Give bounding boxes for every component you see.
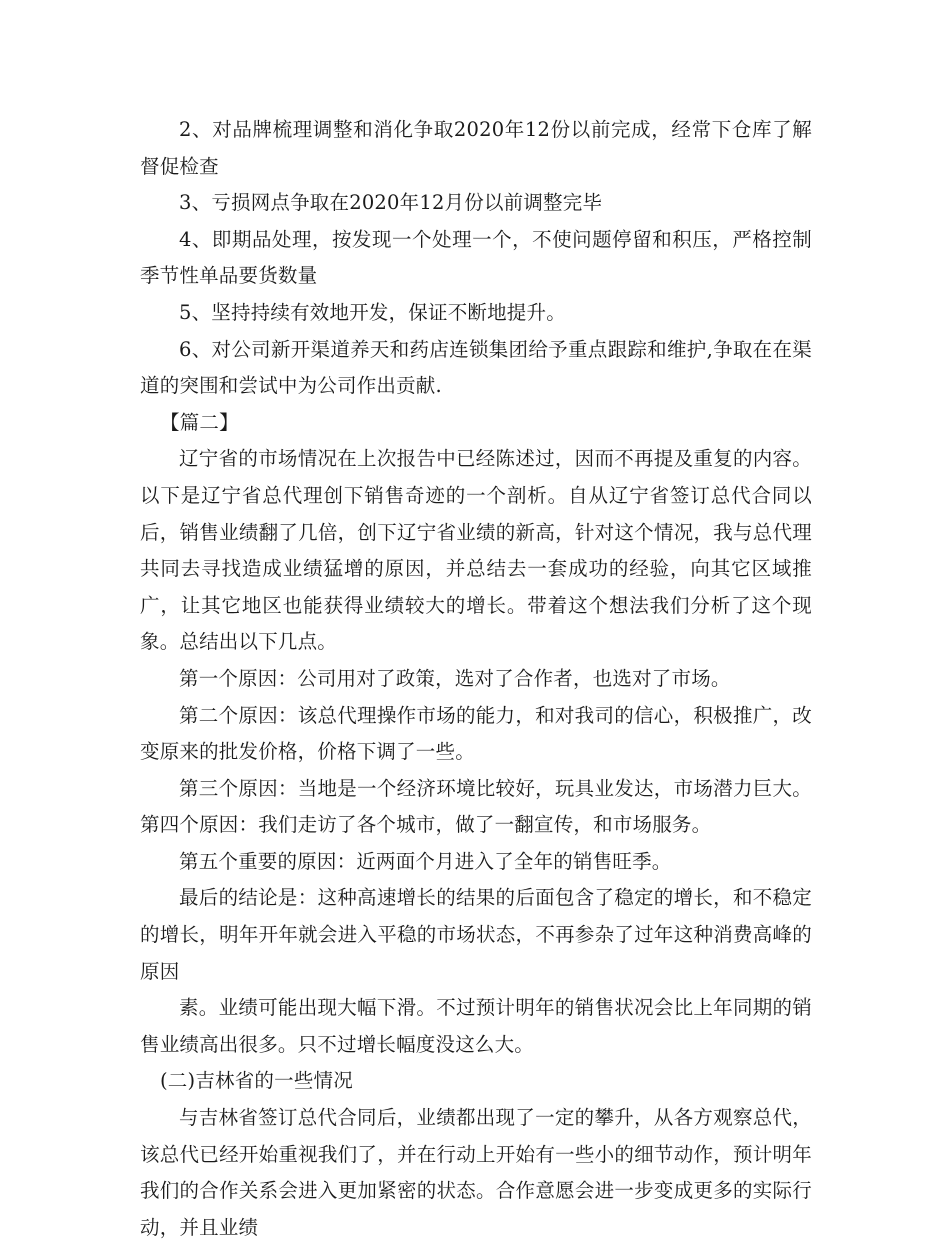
paragraph-conclusion-continued: 素。业绩可能出现大幅下滑。不过预计明年的销售状况会比上年同期的销售业绩高出很多。只不过增长幅度没这么大。 (140, 996, 812, 1056)
section-heading-part-two: 【篇二】 (160, 410, 239, 434)
paragraph-reason-two: 第二个原因：该总代理操作市场的能力，和对我司的信心，积极推广，改变原来的批发价格，价格下调了一些。 (140, 703, 812, 764)
section-heading-jilin: (二)吉林省的一些情况 (160, 1069, 353, 1093)
paragraph-item-3: 3、亏损网点争取在2020年12月份以前调整完毕 (179, 191, 603, 215)
paragraph-item-6: 6、对公司新开渠道养天和药店连锁集团给予重点跟踪和维护,争取在在渠道的突围和尝试中为公司作出贡献. (140, 337, 812, 398)
paragraph-reason-five: 第五个重要的原因：近两面个月进入了全年的销售旺季。 (179, 849, 672, 873)
paragraph-jilin-situation: 与吉林省签订总代合同后，业绩都出现了一定的攀升，从各方观察总代，该总代已经开始重视我们了，并在行动上开始有一些小的细节动作，预计明年我们的合作关系会进入更加紧密的状态。合作意愿会进一步变成更多的实际行动，并且业绩 (140, 1106, 812, 1239)
paragraph-reason-three-four: 第三个原因：当地是一个经济环境比较好，玩具业发达，市场潜力巨大。第四个原因：我们走访了各个城市，做了一翻宣传，和市场服务。 (140, 776, 812, 837)
paragraph-reason-one: 第一个原因：公司用对了政策，选对了合作者，也选对了市场。 (179, 666, 731, 690)
paragraph-liaoning-market: 辽宁省的市场情况在上次报告中已经陈述过，因而不再提及重复的内容。以下是辽宁省总代理创下销售奇迹的一个剖析。自从辽宁省签订总代合同以后，销售业绩翻了几倍，创下辽宁省业绩的新高，针对这个情况，我与总代理共同去寻找造成业绩猛增的原因，并总结去一套成功的经验，向其它区域推广，让其它地区也能获得业绩较大的增长。带着这个想法我们分析了这个现象。总结出以下几点。 (140, 447, 812, 654)
paragraph-conclusion: 最后的结论是：这种高速增长的结果的后面包含了稳定的增长，和不稳定的增长，明年开年就会进入平稳的市场状态，不再参杂了过年这种消费高峰的原因 (140, 886, 812, 983)
document-body (140, 112, 812, 1246)
paragraph-item-5: 5、坚持持续有效地开发，保证不断地提升。 (179, 300, 566, 324)
paragraph-item-2: 2、对品牌梳理调整和消化争取2020年12份以前完成，经常下仓库了解督促检查 (140, 118, 812, 178)
paragraph-item-4: 4、即期品处理，按发现一个处理一个，不使问题停留和积压，严格控制季节性单品要货数量 (140, 227, 812, 288)
